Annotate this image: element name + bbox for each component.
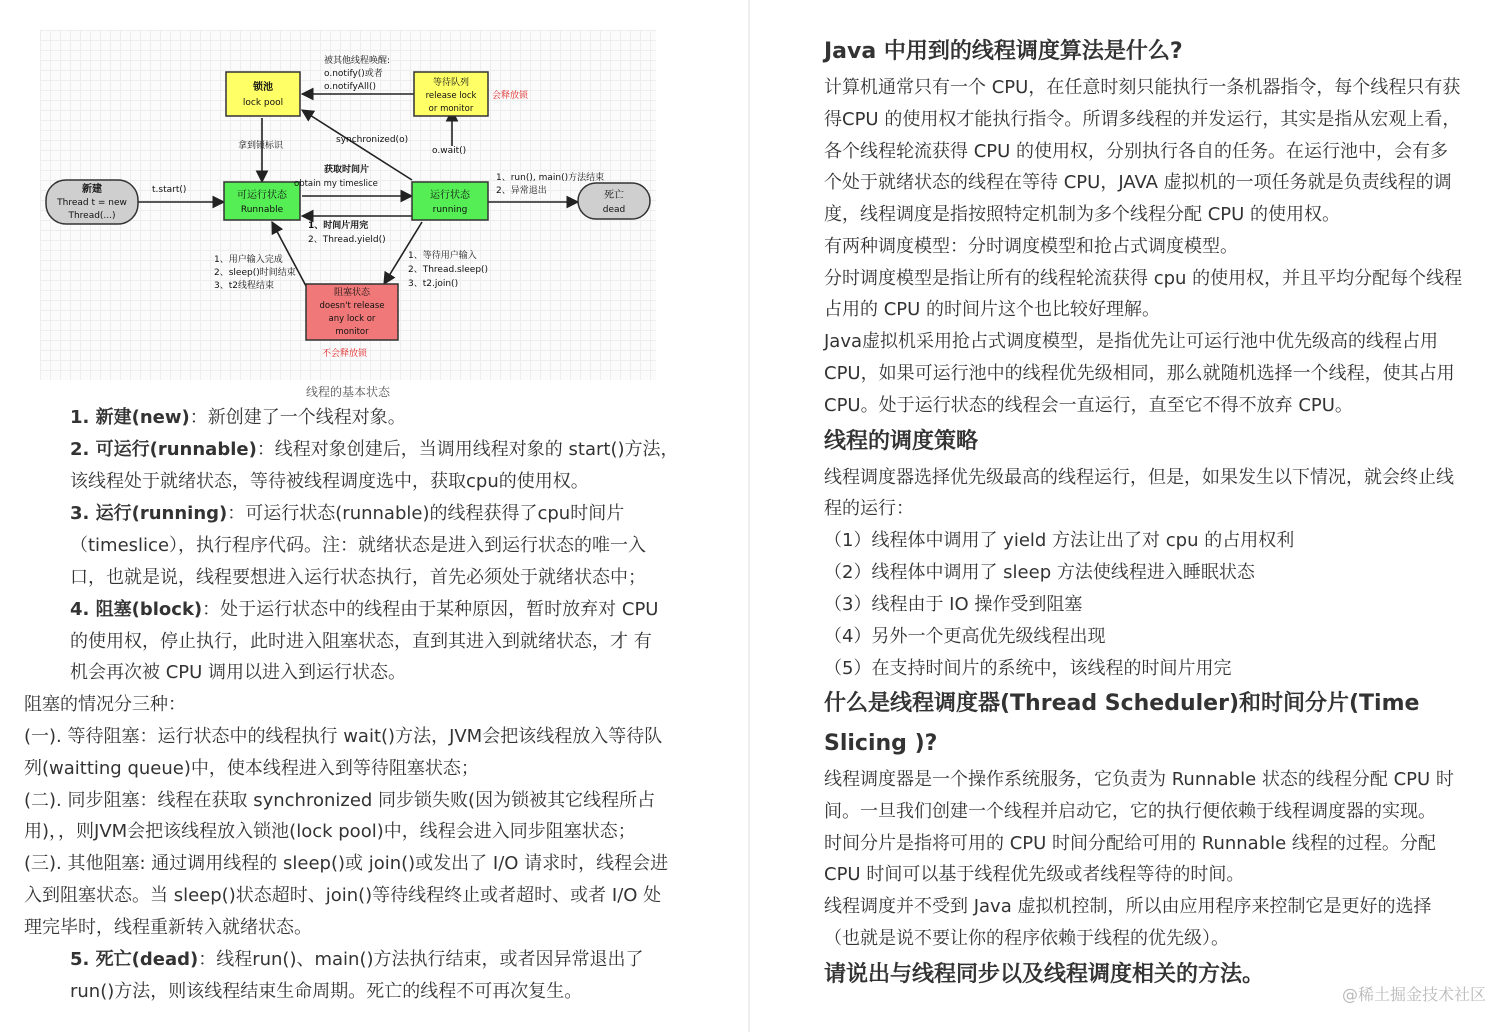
node-runnable [224,182,300,220]
figure-caption: 线程的基本状态 [305,385,390,399]
node-dead-line2: dead [602,205,626,215]
control-para-l1: 线程调度并不受到 Java 虚拟机控制，所以由应用程序来控制它是更好的选择 [824,896,1432,917]
diagram-svg [40,30,656,380]
label-synchronized: synchronized(o) [336,135,409,145]
item-runnable-l1 [70,434,679,466]
item-block-text1: ：处于运行状态中的线程由于某种原因，暂时放弃对 CPU [202,599,659,620]
block-other-l2: 入到阻塞状态。当 sleep()状态超时、join()等待线程终止或者超时、或者 I/O 处 [24,885,662,906]
para-1-l1: 计算机通常只有一个 CPU，在任意时刻只能执行一条机器指令，每个线程只有获 [824,77,1461,98]
heading-scheduling-policy: 线程的调度策略 [824,429,979,454]
label-notify-2: o.notify()或者 [324,69,383,79]
heading-scheduling-algorithm: Java 中用到的线程调度算法是什么? [824,39,1183,64]
item-block-l2: 的使用权，停止执行，此时进入阻塞状态，直到其进入到就绪状态，才 有 [70,631,652,652]
policy-item-2: （2）线程体中调用了 sleep 方法使线程进入睡眠状态 [824,562,1255,583]
label-notify-3: o.notifyAll() [324,82,376,92]
policy-item-1: （1）线程体中调用了 yield 方法让出了对 cpu 的占用权利 [824,530,1295,551]
label-wake-1: 1、用户输入完成 [214,255,283,265]
item-runnable-title: 2. 可运行(runnable) [70,439,257,460]
policy-intro-l2: 程的运行： [824,498,914,519]
item-new-text: ：新创建了一个线程对象。 [189,407,406,428]
node-running [412,182,488,220]
para-1-l3: 各个线程轮流获得 CPU 的使用权，分别执行各自的任务。在运行池中，会有多 [824,141,1449,162]
node-blocked-line3: any lock or [328,314,376,324]
item-new-title: 1. 新建(new) [70,407,190,428]
node-lock-pool-line1: 锁池 [253,82,273,93]
item-block-l3: 机会再次被 CPU 调用以进入到运行状态。 [70,662,407,683]
slicing-para-l1: 时间分片是指将可用的 CPU 时间分配给可用的 Runnable 线程的过程。分配 [824,833,1436,854]
node-new-line1: 新建 [82,184,102,195]
para-1-l5: 度，线程调度是指按照特定机制为多个线程分配 CPU 的使用权。 [824,204,1341,225]
label-block-cause-3: 3、t2.join() [408,279,459,289]
node-new [46,180,138,224]
item-running-l3: 口，也就是说，线程要想进入运行状态执行，首先必须处于就绪状态中； [70,567,646,588]
node-waiting-line1: 等待队列 [432,78,470,88]
heading-scheduler-l2: Slicing )? [824,731,938,756]
label-slice-done-2: 2、Thread.yield() [308,235,386,245]
block-sync-l1: (二). 同步阻塞：线程在获取 synchronized 同步锁失败(因为锁被其它线程所占 [24,790,656,811]
right-page [750,0,1512,1032]
label-finish-2: 2、异常退出 [496,186,547,196]
node-waiting-queue [414,72,488,116]
node-runnable-line1: 可运行状态 [237,190,287,201]
label-no-release: 不会释放锁 [322,349,368,359]
para-3-l1: 分时调度模型是指让所有的线程轮流获得 cpu 的使用权，并且平均分配每个线程 [824,268,1463,289]
label-finish-1: 1、run(), main()方法结束 [496,173,605,183]
para-1-l2: 得CPU 的使用权才能执行指令。所谓多线程的并发运行，其实是指从宏观上看， [824,109,1461,130]
block-intro: 阻塞的情况分三种： [24,694,186,715]
node-waiting-line2: release lock [425,91,477,101]
node-waiting-line3: or monitor [428,104,474,114]
node-new-line3: Thread(...) [68,211,116,221]
left-page [0,0,748,1032]
para-1-l4: 个处于就绪状态的线程在等待 CPU，JAVA 虚拟机的一项任务就是负责线程的调 [824,172,1452,193]
node-running-line1: 运行状态 [430,190,470,201]
item-running-l1 [70,498,624,530]
item-dead-l2: run()方法，则该线程结束生命周期。死亡的线程不可再次复生。 [70,981,583,1002]
watermark: @稀土掘金技术社区 [1341,985,1486,1004]
node-lock-pool-line2: lock pool [242,98,284,108]
item-block-l1 [70,594,658,626]
label-block-cause-1: 1、等待用户输入 [408,251,477,261]
item-runnable-l2: 该线程处于就绪状态，等待被线程调度选中，获取cpu的使用权。 [70,471,589,492]
label-slice-done-1: 1、时间片用完 [308,221,369,231]
block-wait-l1: (一). 等待阻塞：运行状态中的线程执行 wait()方法，JVM会把该线程放入等待队 [24,726,663,747]
heading-sync-methods: 请说出与线程同步以及线程调度相关的方法。 [824,962,1265,987]
label-notify-1: 被其他线程唤醒: [324,56,391,66]
thread-state-diagram [40,30,656,380]
block-wait-l2: 列(waitting queue)中，使本线程进入到等待阻塞状态； [24,758,479,779]
label-block-cause-2: 2、Thread.sleep() [408,265,489,275]
item-block-title: 4. 阻塞(block) [70,599,203,620]
item-running-text1: ：可运行状态(runnable)的线程获得了cpu时间片 [227,503,625,524]
policy-intro-l1: 线程调度器选择优先级最高的线程运行，但是，如果发生以下情况，就会终止线 [824,467,1454,488]
label-wait: o.wait() [432,146,467,156]
control-para-l2: （也就是说不要让你的程序依赖于线程的优先级）。 [824,928,1229,949]
policy-item-3: （3）线程由于 IO 操作受到阻塞 [824,594,1083,615]
scheduler-para-l2: 间。一旦我们创建一个线程并启动它，它的执行便依赖于线程调度器的实现。 [824,801,1436,822]
block-other-l3: 理完毕时，线程重新转入就绪状态。 [24,917,312,938]
para-2: 有两种调度模型：分时调度模型和抢占式调度模型。 [824,236,1238,257]
node-dead [578,183,650,219]
node-blocked-line1: 阻塞状态 [333,288,371,298]
para-4-l3: CPU。处于运行状态的线程会一直运行，直至它不得不放弃 CPU。 [824,395,1353,416]
para-4-l1: Java虚拟机采用抢占式调度模型，是指优先让可运行池中优先级高的线程占用 [824,331,1439,352]
node-running-line2: running [432,205,468,215]
node-runnable-line2: Runnable [240,205,284,215]
item-running-title: 3. 运行(running) [70,503,228,524]
node-blocked-line4: monitor [335,327,369,337]
label-get-lock: 拿到锁标识 [238,141,284,151]
label-wake-3: 3、t2线程结束 [214,281,274,291]
item-dead-text1: ：线程run()、main()方法执行结束，或者因异常退出了 [198,949,644,970]
scheduler-para-l1: 线程调度器是一个操作系统服务，它负责为 Runnable 状态的线程分配 CPU 时 [824,769,1454,790]
label-start: t.start() [152,185,187,195]
node-dead-line1: 死亡 [604,190,624,201]
label-get-slice-1: 获取时间片 [324,165,370,175]
slicing-para-l2: CPU 时间可以基于线程优先级或者线程等待的时间。 [824,864,1245,885]
para-3-l2: 占用的 CPU 的时间片这个也比较好理解。 [824,299,1161,320]
node-lock-pool [226,72,300,116]
item-running-l2: （timeslice），执行程序代码。注：就绪状态是进入到运行状态的唯一入 [70,535,647,556]
node-blocked-line2: doesn't release [319,301,385,311]
heading-scheduler-l1: 什么是线程调度器(Thread Scheduler)和时间分片(Time [824,691,1420,716]
item-new [70,402,406,434]
label-wake-2: 2、sleep()时间结束 [214,268,296,278]
policy-item-5: （5）在支持时间片的系统中，该线程的时间片用完 [824,658,1232,679]
item-dead-title: 5. 死亡(dead) [70,949,199,970]
item-runnable-text1: ：线程对象创建后，当调用线程对象的 start()方法， [256,439,679,460]
node-new-line2: Thread t = new [57,198,127,208]
block-other-l1: (三). 其他阻塞: 通过调用线程的 sleep()或 join()或发出了 I/O 请求时，线程会进 [24,853,669,874]
block-sync-l2: 用)，，则JVM会把该线程放入锁池(lock pool)中，线程会进入同步阻塞状态； [24,821,636,842]
para-4-l2: CPU，如果可运行池中的线程优先级相同，那么就随机选择一个线程，使其占用 [824,363,1455,384]
label-get-slice-2: obtain my timeslice [294,179,378,189]
item-dead-l1 [70,944,644,976]
policy-item-4: （4）另外一个更高优先级线程出现 [824,626,1106,647]
label-release-lock: 会释放锁 [492,91,529,101]
node-blocked [306,284,398,340]
